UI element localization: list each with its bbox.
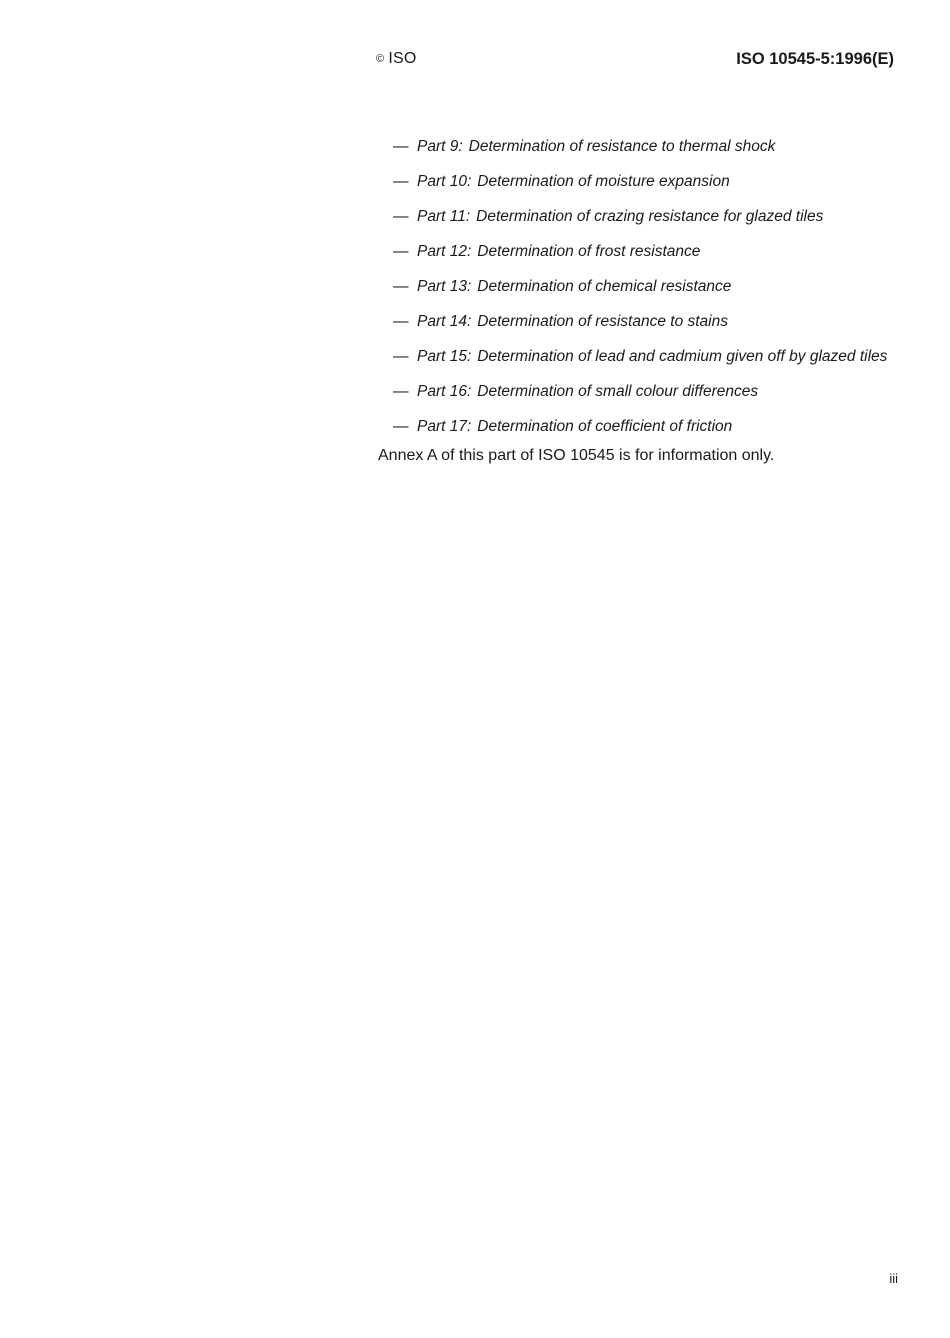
list-item [393, 312, 887, 347]
list-item [393, 207, 887, 242]
part-number: Part 14: [417, 313, 472, 330]
list-item [393, 347, 887, 382]
part-title: Determination of frost resistance [477, 243, 701, 260]
dash: — [393, 418, 409, 435]
list-item [393, 242, 887, 277]
list-item [393, 172, 887, 207]
part-number: Part 16: [417, 383, 472, 400]
part-number: Part 11: [417, 208, 471, 225]
part-number: Part 9: [417, 138, 463, 155]
list-item [393, 277, 887, 312]
header-standard-number: ISO 10545-5:1996(E) [736, 50, 894, 68]
dash: — [393, 173, 409, 190]
part-number: Part 10: [417, 173, 472, 190]
part-title: Determination of resistance to thermal shock [468, 138, 776, 155]
part-title: Determination of small colour differences [477, 383, 759, 400]
part-title: Determination of coefficient of friction [477, 418, 733, 435]
dash: — [393, 278, 409, 295]
part-number: Part 17: [417, 418, 472, 435]
part-number: Part 13: [417, 278, 472, 295]
dash: — [393, 243, 409, 260]
annex-note: Annex A of this part of ISO 10545 is for information only. [378, 447, 775, 464]
part-number: Part 12: [417, 243, 472, 260]
copyright-symbol: © [376, 53, 385, 65]
header-copyright [376, 50, 416, 68]
part-title: Determination of resistance to stains [477, 313, 728, 330]
part-title: Determination of lead and cadmium given off by glazed tiles [477, 348, 888, 365]
part-title: Determination of moisture expansion [477, 173, 730, 190]
part-title: Determination of chemical resistance [477, 278, 732, 295]
dash: — [393, 208, 409, 225]
part-number: Part 15: [417, 348, 472, 365]
dash: — [393, 383, 409, 400]
dash: — [393, 348, 409, 365]
header-left-text: ISO [388, 50, 417, 67]
list-item [393, 382, 887, 417]
page-number: iii [889, 1271, 898, 1286]
dash: — [393, 313, 409, 330]
list-item [393, 137, 887, 172]
parts-list [393, 137, 887, 452]
part-title: Determination of crazing resistance for glazed tiles [476, 208, 824, 225]
dash: — [393, 138, 409, 155]
